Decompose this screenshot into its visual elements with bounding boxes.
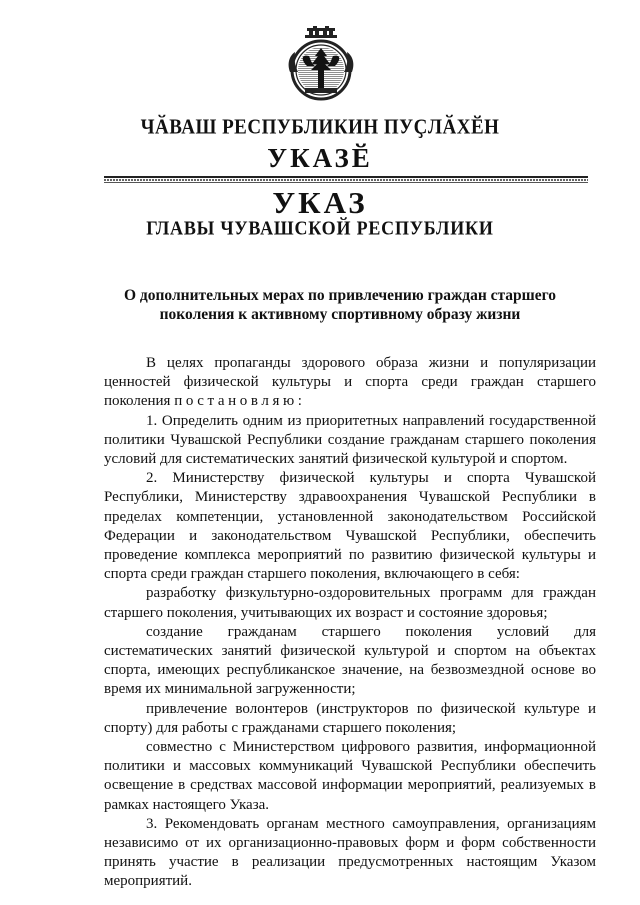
chuvash-coat-of-arms-icon	[287, 26, 355, 104]
intro-paragraph	[104, 354, 596, 412]
sub-item-4: совместно с Министерством цифрового развития, информационной политики и массовых коммуникаций Чувашской Республики обеспечить освещение в средствах массовой информации мероприятий, реализуемых в рамках настоящего Указа.	[104, 739, 596, 813]
chuvash-decree-word: УКАЗӖ	[267, 143, 373, 173]
item-3: 3. Рекомендовать органам местного самоуправления, организациям независимо от их организационно-правовых форм и форм собственности принять участие в реализации предусмотренных настоящим Указом мероприятий.	[104, 815, 596, 890]
sub-item-3: привлечение волонтеров (инструкторов по физической культуре и спорту) для работы с гражданами старшего поколения;	[104, 700, 596, 736]
chuvash-header-line: ЧӐВАШ РЕСПУБЛИКИН ПУҪЛӐХӖН	[140, 115, 500, 140]
header-divider	[104, 176, 588, 183]
decree-title: УКАЗ	[272, 185, 368, 220]
item-1: 1. Определить одним из приоритетных направлений государственной политики Чувашской Республики создание гражданам старшего поколения условий для систематических занятий физической культурой и спортом.	[104, 412, 596, 468]
sub-item-2: создание гражданам старшего поколения условий для систематических занятий физической культурой и спортом на объектах спорта, имеющих республиканское значение, на безвозмездной основе во время их минимальной загруженности;	[104, 623, 596, 698]
document-heading: О дополнительных мерах по привлечению граждан старшего поколения к активному спортивному образу жизни	[123, 287, 557, 323]
intro-text: В целях пропаганды здорового образа жизни и популяризации ценностей физической культуры и спорта среди граждан старшего поколения	[104, 355, 596, 410]
document-body	[104, 354, 596, 892]
sub-item-1: разработку физкультурно-оздоровительных программ для граждан старшего поколения, учитывающих их возраст и состояние здоровья;	[104, 585, 596, 621]
decree-verb: постановляю:	[174, 393, 306, 410]
item-2: 2. Министерству физической культуры и спорта Чувашской Республики, Министерству здравоохранения Чувашской Республики в пределах компетенции, установленной законодательством Российской Федерации и законодательством Чувашской Республики, обеспечить проведение комплекса мероприятий по развитию физической культуры и спорта среди граждан старшего поколения, включающего в себя:	[104, 470, 596, 583]
decree-issuer: ГЛАВЫ ЧУВАШСКОЙ РЕСПУБЛИКИ	[146, 216, 494, 240]
